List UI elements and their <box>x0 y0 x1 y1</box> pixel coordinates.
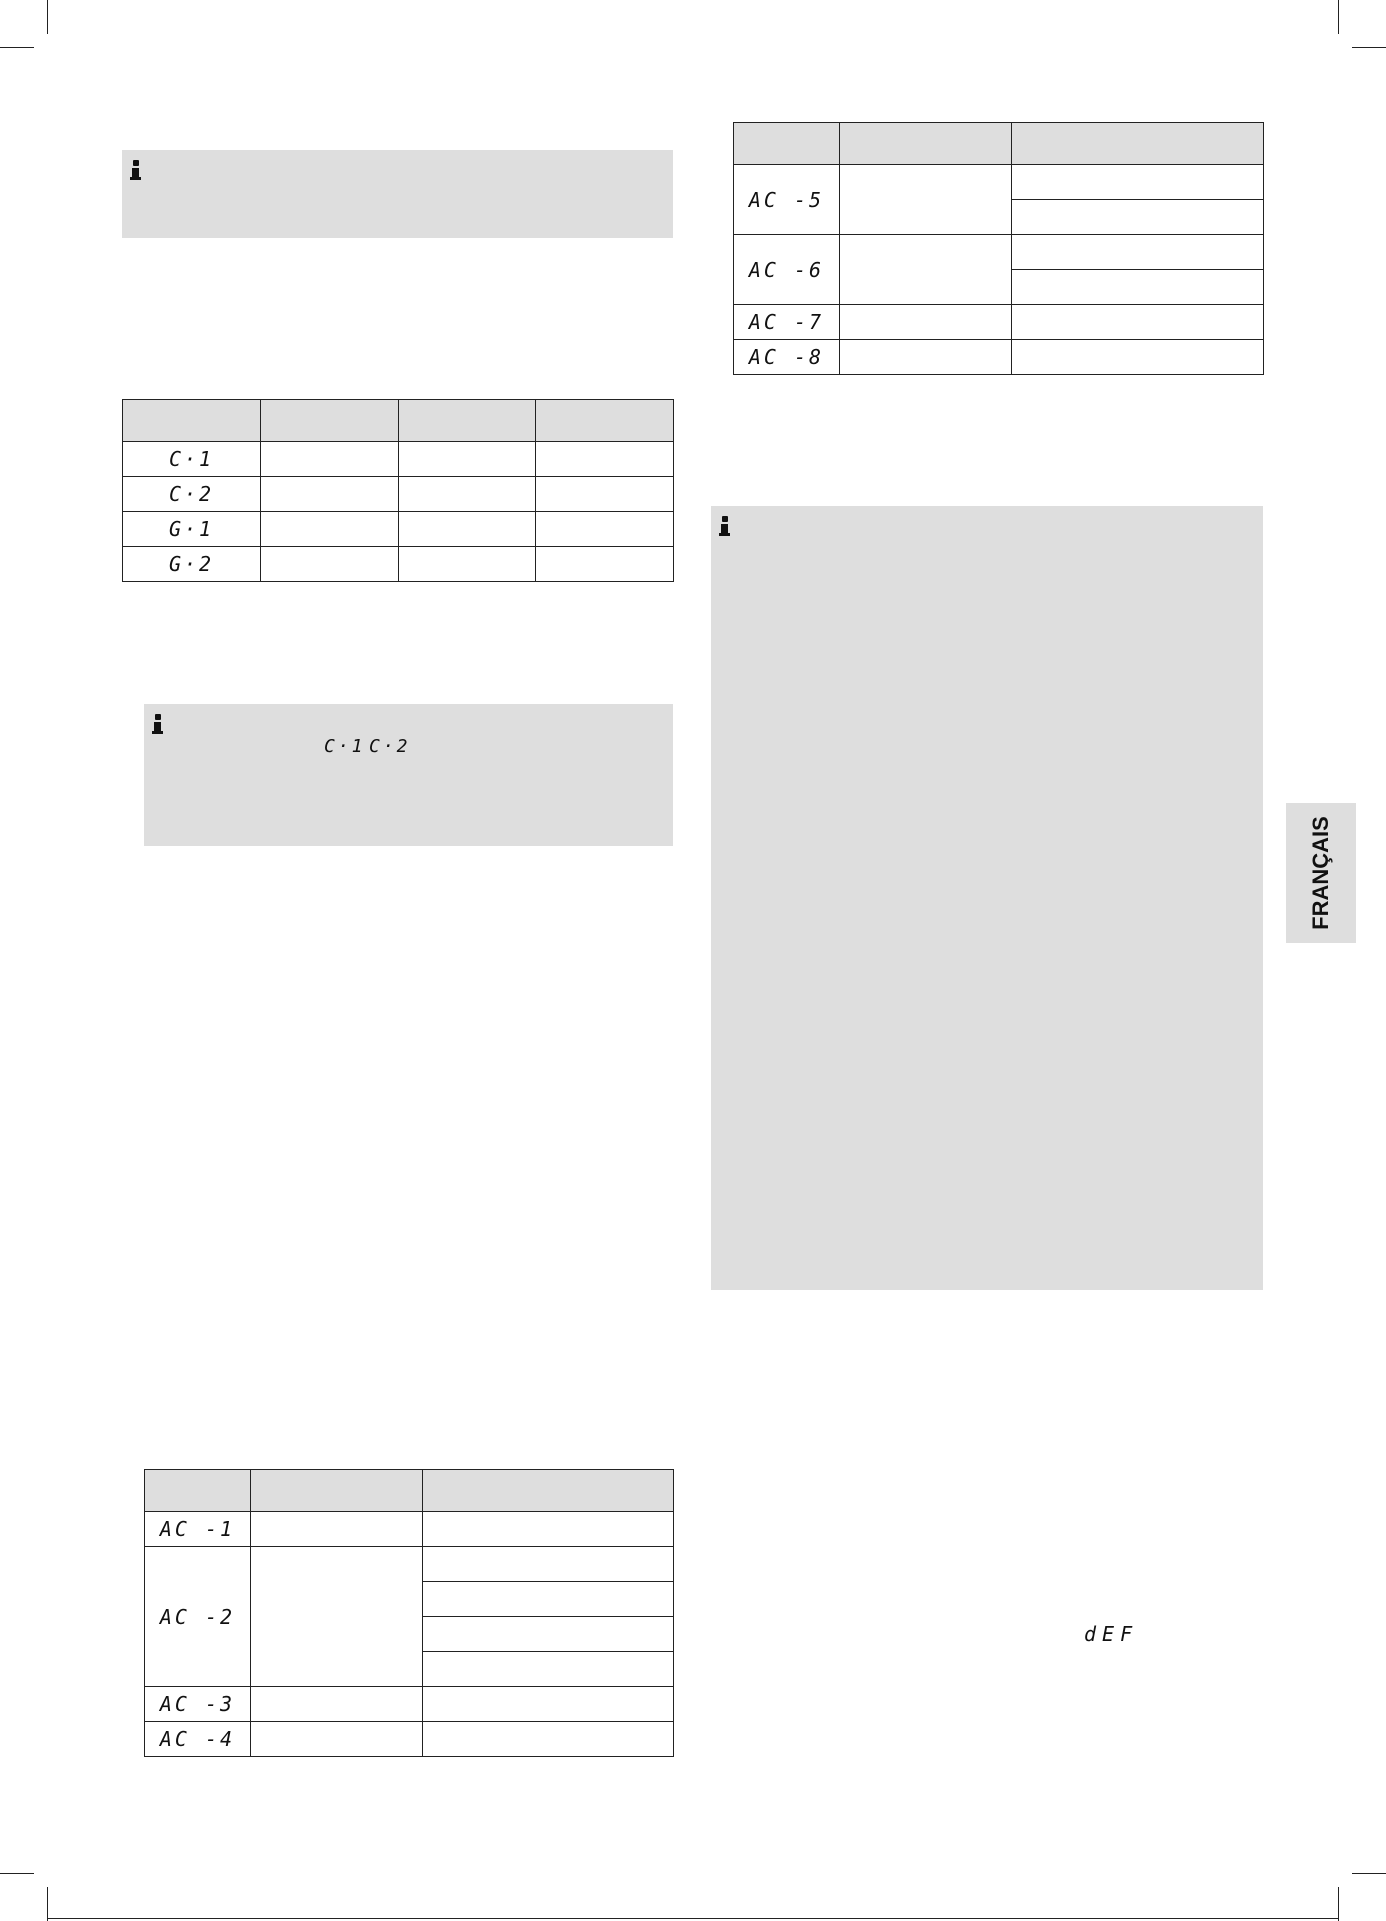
info-icon <box>152 714 162 736</box>
table-header-cell <box>423 1470 674 1512</box>
table-header-cell <box>840 123 1012 165</box>
language-tab <box>1286 803 1356 943</box>
crop-mark <box>47 1887 48 1921</box>
table-row <box>123 547 674 582</box>
table-row <box>734 340 1264 375</box>
display-code: C·2 <box>168 482 215 506</box>
crop-mark <box>1338 0 1339 34</box>
trim-line <box>47 1918 1338 1919</box>
language-tab-label: FRANÇAIS <box>1308 816 1334 930</box>
crop-mark <box>1352 47 1386 48</box>
table-row <box>123 442 674 477</box>
display-code: G·1 <box>168 517 215 541</box>
display-code-inline: C·1 <box>324 736 366 757</box>
crop-mark <box>47 0 48 34</box>
display-code: AC -5 <box>748 187 825 212</box>
table-header-cell <box>251 1470 423 1512</box>
display-code-inline: C·2 <box>369 736 411 757</box>
display-code: AC -6 <box>748 257 825 282</box>
table-row <box>734 235 1264 270</box>
display-code: C·1 <box>168 447 215 471</box>
info-icon <box>719 516 729 538</box>
crop-mark <box>1338 1887 1339 1921</box>
table-header-cell <box>261 400 399 442</box>
display-code-inline: dEF <box>1084 1622 1139 1646</box>
info-note-box <box>122 150 673 238</box>
display-code: G·2 <box>168 552 215 576</box>
info-icon <box>130 160 140 182</box>
table-row <box>145 1547 674 1582</box>
table-header-cell <box>123 400 261 442</box>
table-header-cell <box>536 400 674 442</box>
display-code: AC -7 <box>748 310 825 334</box>
crop-mark <box>1352 1873 1386 1874</box>
display-code: AC -2 <box>159 1604 236 1629</box>
table-header-cell <box>1012 123 1264 165</box>
table-row <box>734 305 1264 340</box>
display-code: AC -4 <box>159 1727 236 1751</box>
table-header-cell <box>145 1470 251 1512</box>
code-table-ac-left <box>144 1469 674 1757</box>
display-code: AC -3 <box>159 1692 236 1716</box>
info-note-box <box>144 704 673 846</box>
crop-mark <box>0 47 34 48</box>
display-code: AC -8 <box>748 345 825 369</box>
code-table-c <box>122 399 674 582</box>
table-row <box>734 165 1264 200</box>
table-row <box>145 1722 674 1757</box>
table-row <box>145 1512 674 1547</box>
table-row <box>145 1687 674 1722</box>
table-header-cell <box>734 123 840 165</box>
info-note-box <box>711 506 1263 1290</box>
code-table-ac-right <box>733 122 1264 375</box>
display-code: AC -1 <box>159 1517 236 1541</box>
table-row <box>123 477 674 512</box>
table-header-cell <box>399 400 536 442</box>
crop-mark <box>0 1873 34 1874</box>
table-row <box>123 512 674 547</box>
